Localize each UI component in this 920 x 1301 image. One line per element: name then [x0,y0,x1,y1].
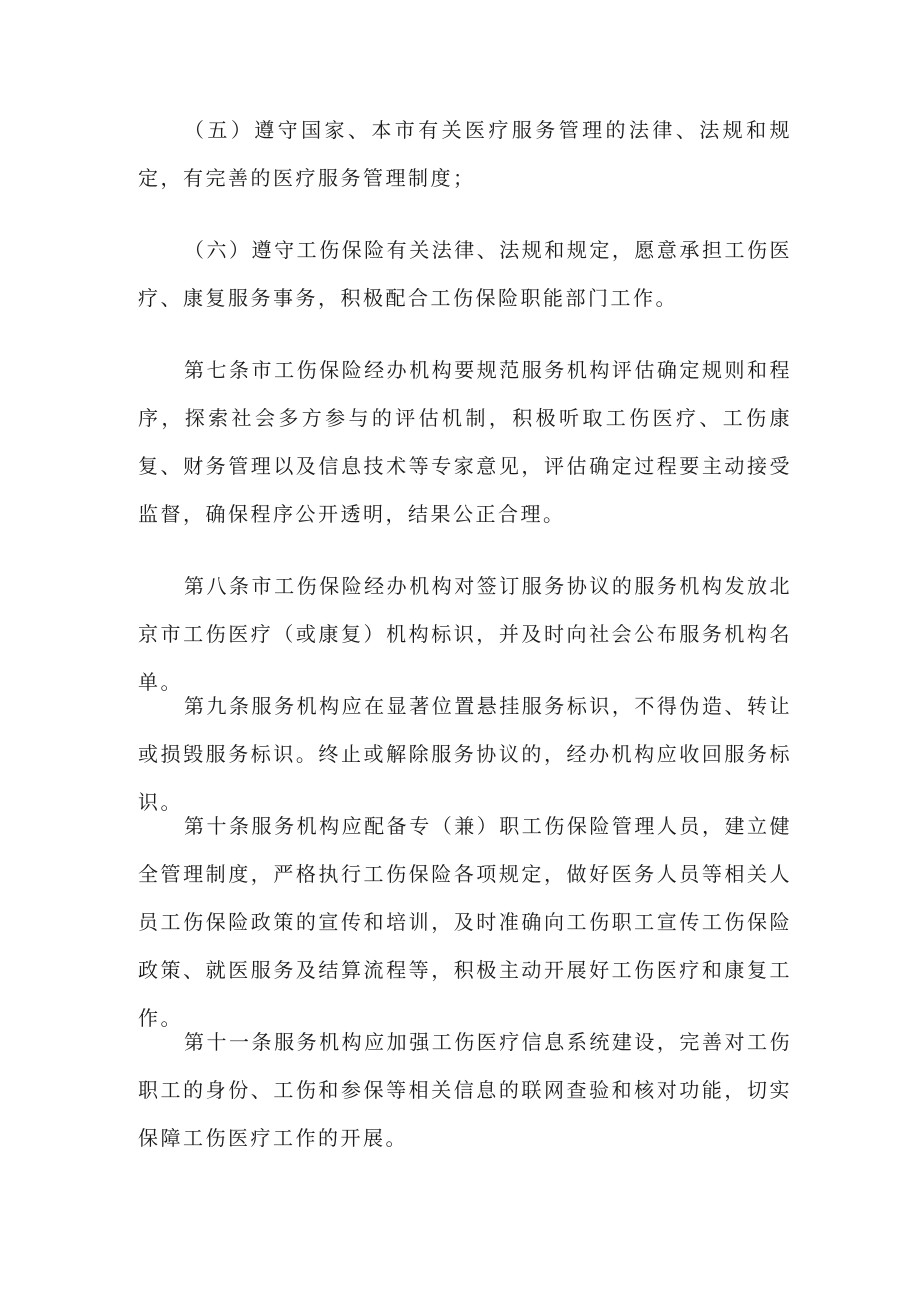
paragraph-article-7: 第七条市工伤保险经办机构要规范服务机构评估确定规则和程序，探索社会多方参与的评估机制，积极听取工伤医疗、工伤康复、财务管理以及信息技术等专家意见，评估确定过程要主动接受监督，确保程序公开透明，结果公正合理。 [138,358,792,526]
paragraph-article-9: 第九条服务机构应在显著位置悬挂服务标识，不得伪造、转让或损毁服务标识。终止或解除服务协议的，经办机构应收回服务标识。 [138,694,792,814]
paragraph-item-6: （六）遵守工伤保险有关法律、法规和规定，愿意承担工伤医疗、康复服务事务，积极配合工伤保险职能部门工作。 [138,238,792,310]
paragraph-article-10: 第十条服务机构应配备专（兼）职工伤保险管理人员，建立健全管理制度，严格执行工伤保险各项规定，做好医务人员等相关人员工伤保险政策的宣传和培训，及时准确向工伤职工宣传工伤保险政策、就医服务及结算流程等，积极主动开展好工伤医疗和康复工作。 [138,814,792,1030]
paragraph-article-11: 第十一条服务机构应加强工伤医疗信息系统建设，完善对工伤职工的身份、工伤和参保等相关信息的联网查验和核对功能，切实保障工伤医疗工作的开展。 [138,1030,792,1150]
paragraph-item-5: （五）遵守国家、本市有关医疗服务管理的法律、法规和规定，有完善的医疗服务管理制度； [138,118,792,190]
paragraph-article-8: 第八条市工伤保险经办机构对签订服务协议的服务机构发放北京市工伤医疗（或康复）机构标识，并及时向社会公布服务机构名单。 [138,574,792,694]
